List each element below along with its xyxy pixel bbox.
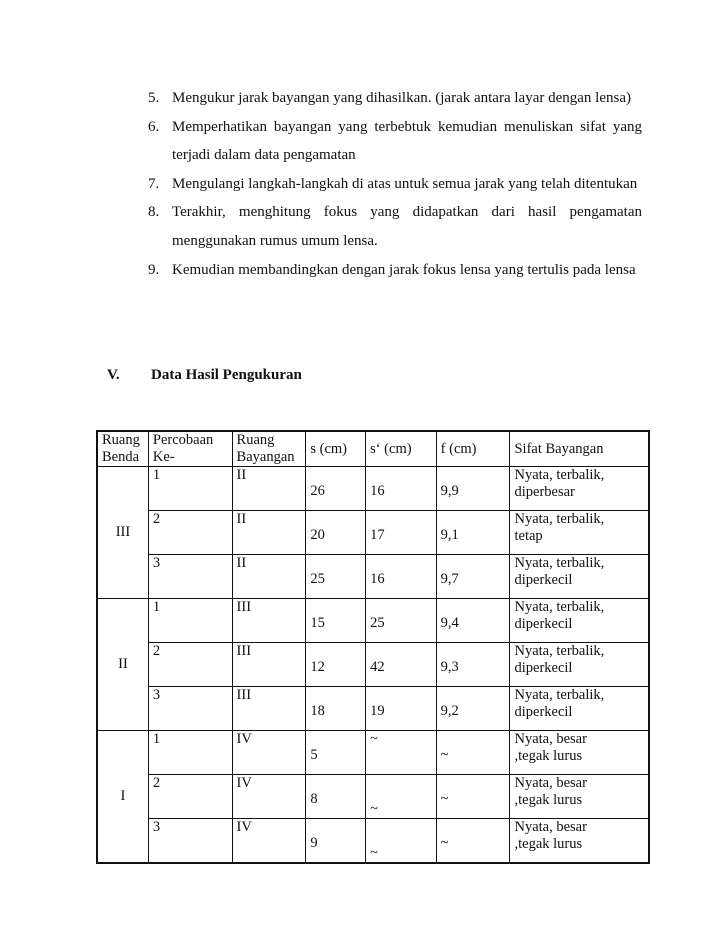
list-item bbox=[148, 170, 642, 199]
ruang-bayangan-cell: II bbox=[232, 467, 306, 511]
f-cell: 9,2 bbox=[436, 687, 510, 731]
sifat-line-1: Nyata, terbalik, bbox=[514, 555, 605, 571]
ruang-bayangan-cell: IV bbox=[232, 775, 306, 819]
sifat-cell bbox=[510, 819, 649, 864]
ruang-benda-cell: II bbox=[97, 599, 148, 731]
sifat-line-1: Nyata, terbalik, bbox=[514, 467, 605, 483]
sifat-cell bbox=[510, 555, 649, 599]
header-f: f (cm) bbox=[436, 431, 510, 467]
s-cell: 12 bbox=[306, 643, 366, 687]
percobaan-cell: 2 bbox=[148, 511, 232, 555]
sifat-line-2: diperkecil bbox=[514, 572, 573, 588]
table-row bbox=[97, 467, 649, 511]
step-text: Memperhatikan bayangan yang terbebtuk kemudian menuliskan sifat yang terjadi dalam data pengamatan bbox=[172, 118, 642, 164]
step-number: 7. bbox=[148, 175, 160, 192]
sifat-line-2: diperbesar bbox=[514, 484, 575, 500]
f-cell: ~ bbox=[436, 731, 510, 775]
step-number: 6. bbox=[148, 118, 160, 135]
header-ruang-benda: Ruang Benda bbox=[97, 431, 148, 467]
sifat-cell bbox=[510, 599, 649, 643]
s-prime-cell: 16 bbox=[366, 467, 437, 511]
ruang-bayangan-cell: III bbox=[232, 687, 306, 731]
list-item bbox=[148, 198, 642, 255]
header-ruang-bayangan: Ruang Bayangan bbox=[232, 431, 306, 467]
sifat-line-2: ,tegak lurus bbox=[514, 836, 583, 852]
percobaan-cell: 3 bbox=[148, 819, 232, 864]
ruang-benda-cell: I bbox=[97, 731, 148, 864]
section-number: V. bbox=[107, 367, 120, 383]
ruang-bayangan-cell: II bbox=[232, 511, 306, 555]
sifat-line-1: Nyata, besar bbox=[514, 731, 587, 747]
header-s-prime: s‘ (cm) bbox=[366, 431, 437, 467]
f-cell: 9,4 bbox=[436, 599, 510, 643]
s-cell: 15 bbox=[306, 599, 366, 643]
s-prime-cell: ~ bbox=[366, 731, 437, 775]
step-text: Kemudian membandingkan dengan jarak fokus lensa yang tertulis pada lensa bbox=[172, 261, 636, 278]
step-number: 9. bbox=[148, 261, 160, 278]
s-prime-cell: 17 bbox=[366, 511, 437, 555]
percobaan-cell: 1 bbox=[148, 467, 232, 511]
s-cell: 26 bbox=[306, 467, 366, 511]
s-prime-cell: 25 bbox=[366, 599, 437, 643]
sifat-line-1: Nyata, besar bbox=[514, 819, 587, 835]
sifat-cell bbox=[510, 775, 649, 819]
table-row bbox=[97, 643, 649, 687]
sifat-line-1: Nyata, terbalik, bbox=[514, 687, 605, 703]
f-cell: ~ bbox=[436, 819, 510, 864]
f-cell: 9,9 bbox=[436, 467, 510, 511]
sifat-line-2: diperkecil bbox=[514, 704, 573, 720]
measurement-table bbox=[96, 430, 650, 864]
sifat-cell bbox=[510, 467, 649, 511]
procedure-list bbox=[148, 84, 642, 284]
f-cell: ~ bbox=[436, 775, 510, 819]
sifat-line-2: ,tegak lurus bbox=[514, 792, 583, 808]
s-cell: 18 bbox=[306, 687, 366, 731]
header-sifat: Sifat Bayangan bbox=[510, 431, 649, 467]
step-text: Mengukur jarak bayangan yang dihasilkan. (jarak antara layar dengan lensa) bbox=[172, 90, 631, 106]
s-cell: 5 bbox=[306, 731, 366, 775]
sifat-cell bbox=[510, 687, 649, 731]
step-text: Mengulangi langkah-langkah di atas untuk semua jarak yang telah ditentukan bbox=[172, 175, 638, 192]
ruang-bayangan-cell: IV bbox=[232, 819, 306, 864]
s-cell: 25 bbox=[306, 555, 366, 599]
sifat-line-1: Nyata, terbalik, bbox=[514, 643, 605, 659]
percobaan-cell: 2 bbox=[148, 643, 232, 687]
sifat-line-2: diperkecil bbox=[514, 660, 573, 676]
percobaan-cell: 2 bbox=[148, 775, 232, 819]
s-prime-cell: 19 bbox=[366, 687, 437, 731]
s-cell: 20 bbox=[306, 511, 366, 555]
sifat-cell bbox=[510, 511, 649, 555]
sifat-line-2: diperkecil bbox=[514, 616, 573, 632]
header-s: s (cm) bbox=[306, 431, 366, 467]
s-prime-cell: ~ bbox=[366, 819, 437, 864]
percobaan-cell: 3 bbox=[148, 555, 232, 599]
table-row bbox=[97, 731, 649, 775]
step-number: 8. bbox=[148, 204, 160, 221]
list-item bbox=[148, 256, 642, 285]
percobaan-cell: 3 bbox=[148, 687, 232, 731]
ruang-bayangan-cell: III bbox=[232, 643, 306, 687]
ruang-bayangan-cell: IV bbox=[232, 731, 306, 775]
sifat-cell bbox=[510, 731, 649, 775]
section-title: Data Hasil Pengukuran bbox=[151, 367, 302, 383]
step-number: 5. bbox=[148, 90, 160, 106]
percobaan-cell: 1 bbox=[148, 731, 232, 775]
s-prime-cell: 42 bbox=[366, 643, 437, 687]
sifat-line-2: ,tegak lurus bbox=[514, 748, 583, 764]
list-item bbox=[148, 113, 642, 170]
s-prime-cell: 16 bbox=[366, 555, 437, 599]
table-row bbox=[97, 819, 649, 864]
s-cell: 8 bbox=[306, 775, 366, 819]
f-cell: 9,7 bbox=[436, 555, 510, 599]
table-row bbox=[97, 599, 649, 643]
header-percobaan: Percobaan Ke- bbox=[148, 431, 232, 467]
s-prime-cell: ~ bbox=[366, 775, 437, 819]
ruang-bayangan-cell: III bbox=[232, 599, 306, 643]
sifat-cell bbox=[510, 643, 649, 687]
sifat-line-1: Nyata, terbalik, bbox=[514, 599, 605, 615]
table-row bbox=[97, 555, 649, 599]
sifat-line-1: Nyata, terbalik, bbox=[514, 511, 605, 527]
step-text: Terakhir, menghitung fokus yang didapatkan dari hasil pengamatan menggunakan rumus umum lensa. bbox=[172, 204, 642, 249]
ruang-benda-cell: III bbox=[97, 467, 148, 599]
f-cell: 9,3 bbox=[436, 643, 510, 687]
f-cell: 9,1 bbox=[436, 511, 510, 555]
table-row bbox=[97, 775, 649, 819]
s-cell: 9 bbox=[306, 819, 366, 864]
sifat-line-2: tetap bbox=[514, 528, 543, 544]
table-row bbox=[97, 687, 649, 731]
sifat-line-1: Nyata, besar bbox=[514, 775, 587, 791]
percobaan-cell: 1 bbox=[148, 599, 232, 643]
list-item bbox=[148, 84, 642, 113]
table-row bbox=[97, 511, 649, 555]
table-header-row bbox=[97, 431, 649, 467]
ruang-bayangan-cell: II bbox=[232, 555, 306, 599]
